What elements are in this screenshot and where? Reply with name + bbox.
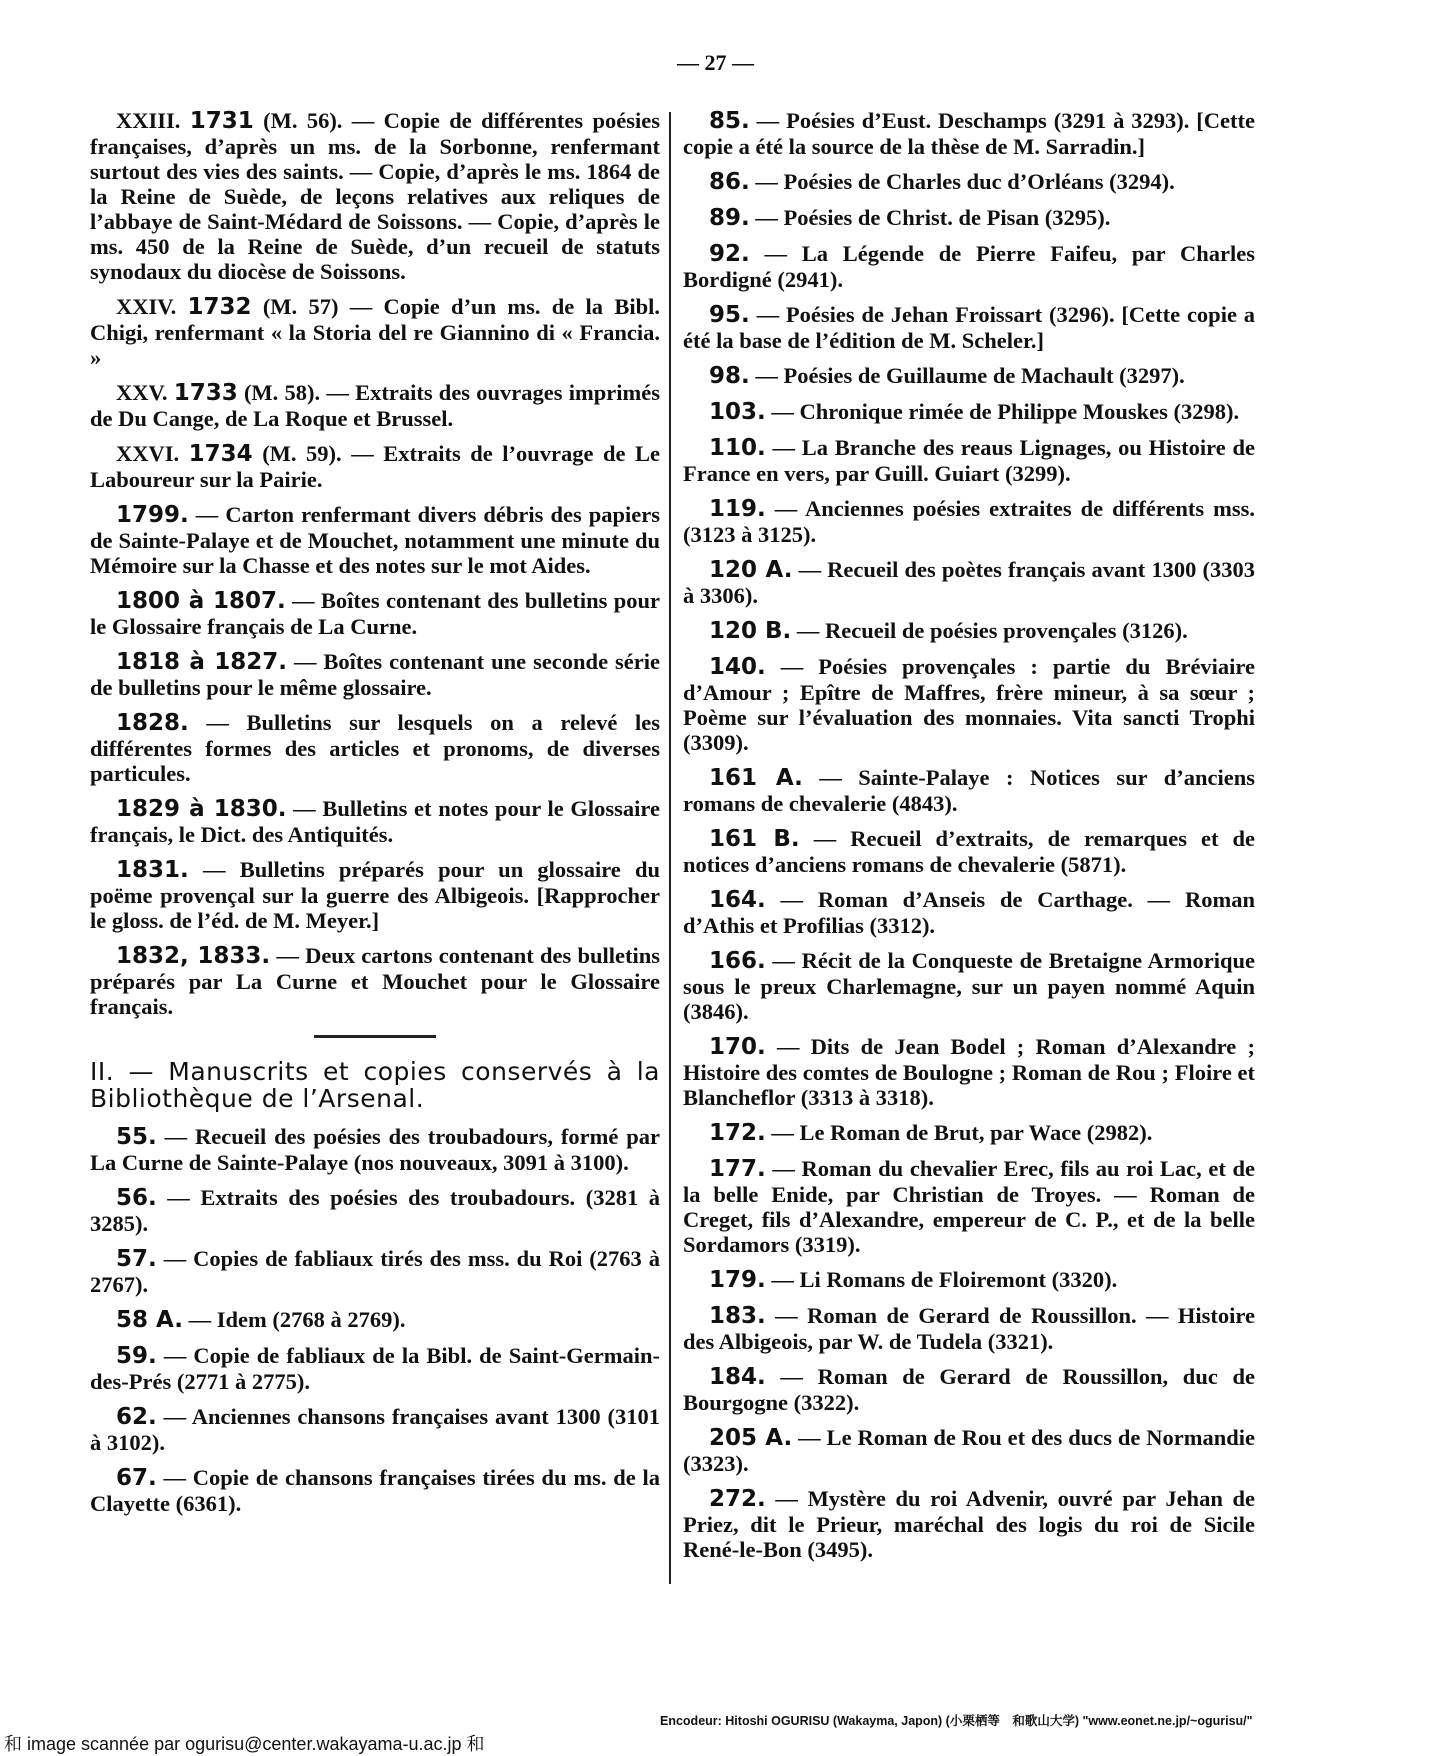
entry-prefix: XXVI. bbox=[116, 441, 189, 466]
entry-number: 92. bbox=[709, 241, 750, 267]
entry-text: — Poésies provençales : partie du Bréviaire d’Amour ; Epître de Maffres, frère mineur, à sa sœur ; Poème sur l’évaluation des monnaies. Vita sancti Trophi (3309). bbox=[683, 654, 1255, 755]
left-column bbox=[90, 108, 660, 1526]
entry-number: 1832, 1833. bbox=[116, 943, 271, 969]
entry-number: 161 A. bbox=[709, 765, 803, 791]
catalog-entry bbox=[683, 765, 1255, 816]
entry-text: — Deux cartons contenant des bulletins préparés par La Curne et Mouchet pour le Glossaire français. bbox=[90, 943, 660, 1019]
catalog-entry bbox=[683, 1267, 1255, 1293]
entry-number: 161 B. bbox=[709, 826, 800, 852]
entry-text: (M. 56). — Copie de différentes poésies françaises, d’après un ms. de la Sorbonne, renfermant surtout des vies des saints. — Copie, d’après le ms. 1864 de la Reine de Suède, de leçons relatives aux reliques de l’abbaye de Saint-Médard de Soissons. — Copie, d’après le ms. 450 de la Reine de Suède, d’un recueil de statuts synodaux du diocèse de Soissons. bbox=[90, 108, 660, 284]
entry-number: 1818 à 1827. bbox=[116, 649, 287, 675]
entry-number: 1800 à 1807. bbox=[116, 588, 286, 614]
catalog-entry bbox=[683, 557, 1255, 608]
entry-text: — Récit de la Conqueste de Bretaigne Armorique sous le preux Charlemagne, sur un payen nommé Aquin (3846). bbox=[683, 948, 1255, 1024]
entry-text: — Recueil des poètes français avant 1300 (3303 à 3306). bbox=[683, 557, 1256, 608]
entry-number: 120 B. bbox=[709, 618, 792, 644]
entry-text: — Recueil d’extraits, de remarques et de notices d’anciens romans de chevalerie (5871). bbox=[683, 826, 1255, 877]
catalog-entry bbox=[90, 1343, 660, 1394]
catalog-entry bbox=[683, 1425, 1255, 1476]
entry-text: — Copies de fabliaux tirés des mss. du Roi (2763 à 2767). bbox=[90, 1246, 660, 1297]
entry-number: 85. bbox=[709, 108, 750, 134]
catalog-entry bbox=[683, 169, 1255, 195]
entry-text: — Poésies de Christ. de Pisan (3295). bbox=[749, 205, 1111, 230]
entry-number: 1733 bbox=[173, 380, 238, 406]
catalog-entry bbox=[683, 948, 1255, 1024]
entry-text: — Poésies de Charles duc d’Orléans (3294). bbox=[749, 169, 1175, 194]
entry-number: 119. bbox=[709, 496, 766, 522]
catalog-entry bbox=[683, 205, 1255, 231]
catalog-entry bbox=[90, 1124, 660, 1175]
catalog-entry bbox=[90, 796, 660, 847]
catalog-entry bbox=[683, 241, 1255, 292]
catalog-entry bbox=[683, 826, 1255, 877]
entry-number: 1829 à 1830. bbox=[116, 796, 287, 822]
entry-number: 164. bbox=[709, 887, 766, 913]
entry-number: 55. bbox=[116, 1124, 157, 1150]
catalog-entry bbox=[683, 435, 1255, 486]
catalog-entry bbox=[90, 441, 660, 492]
entry-number: 95. bbox=[709, 302, 750, 328]
entry-number: 1828. bbox=[116, 710, 189, 736]
entry-number: 1734 bbox=[188, 441, 253, 467]
footer-scan-note: 和 image scannée par ogurisu@center.wakayama-u.ac.jp 和 bbox=[4, 1734, 485, 1754]
entry-number: 89. bbox=[709, 205, 750, 231]
entry-number: 1831. bbox=[116, 857, 189, 883]
entry-text: — Copie de fabliaux de la Bibl. de Saint-Germain-des-Prés (2771 à 2775). bbox=[90, 1343, 660, 1394]
catalog-entry bbox=[683, 1156, 1255, 1257]
catalog-entry bbox=[683, 1303, 1255, 1354]
entry-text: — Extraits des poésies des troubadours. (3281 à 3285). bbox=[90, 1185, 660, 1236]
entry-number: 86. bbox=[709, 169, 750, 195]
entry-number: 140. bbox=[709, 654, 766, 680]
entry-number: 272. bbox=[709, 1486, 766, 1512]
catalog-entry bbox=[90, 502, 660, 578]
entry-text: — Idem (2768 à 2769). bbox=[182, 1307, 406, 1332]
entry-number: 1732 bbox=[187, 294, 252, 320]
entry-text: — Copie de chansons françaises tirées du ms. de la Clayette (6361). bbox=[90, 1465, 660, 1516]
left-entries-list bbox=[90, 108, 660, 1019]
catalog-entry bbox=[90, 1185, 660, 1236]
entry-text: — Dits de Jean Bodel ; Roman d’Alexandre ; Histoire des comtes de Boulogne ; Roman de Rou ; Floire et Blancheflor (3313 à 3318). bbox=[683, 1034, 1255, 1110]
catalog-entry bbox=[90, 1246, 660, 1297]
catalog-entry bbox=[683, 302, 1255, 353]
page-number: — 27 — bbox=[677, 50, 754, 75]
entry-text: — Roman de Gerard de Roussillon, duc de Bourgogne (3322). bbox=[683, 1364, 1255, 1415]
entry-number: 120 A. bbox=[709, 557, 793, 583]
entry-text: — Carton renfermant divers débris des papiers de Sainte-Palaye et de Mouchet, notamment une minute du Mémoire sur la Chasse et des notes sur le mot Aides. bbox=[90, 502, 660, 578]
catalog-entry bbox=[90, 1465, 660, 1516]
right-entries-list bbox=[683, 108, 1255, 1562]
entry-number: 1799. bbox=[116, 502, 189, 528]
entry-text: — Anciennes poésies extraites de différents mss. (3123 à 3125). bbox=[683, 496, 1255, 547]
catalog-entry bbox=[683, 1120, 1255, 1146]
catalog-entry bbox=[90, 710, 660, 786]
catalog-entry bbox=[683, 399, 1255, 425]
entry-number: 58 A. bbox=[116, 1307, 183, 1333]
entry-number: 170. bbox=[709, 1034, 766, 1060]
entry-text: — Boîtes contenant des bulletins pour le Glossaire français de La Curne. bbox=[90, 588, 660, 639]
entry-text: — Li Romans de Floiremont (3320). bbox=[765, 1267, 1118, 1292]
column-divider bbox=[669, 112, 671, 1584]
entry-number: 59. bbox=[116, 1343, 157, 1369]
entry-text: — Mystère du roi Advenir, ouvré par Jehan de Priez, dit le Prieur, maréchal des logis du roi de Sicile René-le-Bon (3495). bbox=[683, 1486, 1255, 1562]
entry-text: — Poésies d’Eust. Deschamps (3291 à 3293). [Cette copie a été la source de la thèse de M. Sarradin.] bbox=[683, 108, 1255, 159]
entry-text: — Poésies de Jehan Froissart (3296). [Cette copie a été la base de l’édition de M. Scheler.] bbox=[683, 302, 1255, 353]
entry-text: — Le Roman de Rou et des ducs de Normandie (3323). bbox=[683, 1425, 1256, 1476]
entry-text: — La Légende de Pierre Faifeu, par Charles Bordigné (2941). bbox=[683, 241, 1255, 292]
footer-credit: Encodeur: Hitoshi OGURISU (Wakayma, Japon) (小栗栖等 和歌山大学) "www.eonet.ne.jp/~ogurisu/" bbox=[660, 1714, 1253, 1728]
catalog-entry bbox=[90, 108, 660, 284]
catalog-entry bbox=[683, 618, 1255, 644]
catalog-entry bbox=[90, 588, 660, 639]
entry-text: — Roman du chevalier Erec, fils au roi Lac, et de la belle Enide, par Christian de Troyes. — Roman de Creget, fils d’Alexandre, empereur de C. P., et de la belle Sordamors (3319). bbox=[683, 1156, 1255, 1257]
entry-prefix: XXIII. bbox=[116, 108, 190, 133]
catalog-entry bbox=[683, 1034, 1255, 1110]
entry-number: 98. bbox=[709, 363, 750, 389]
section-rule bbox=[314, 1035, 436, 1038]
entry-number: 67. bbox=[116, 1465, 157, 1491]
entry-text: — Roman de Gerard de Roussillon. — Histoire des Albigeois, par W. de Tudela (3321). bbox=[683, 1303, 1255, 1354]
catalog-entry bbox=[90, 857, 660, 933]
catalog-entry bbox=[683, 108, 1255, 159]
entry-text: — Chronique rimée de Philippe Mouskes (3298). bbox=[765, 399, 1240, 424]
section-entries-list bbox=[90, 1124, 660, 1516]
entry-number: 183. bbox=[709, 1303, 766, 1329]
catalog-entry bbox=[90, 943, 660, 1019]
entry-prefix: XXV. bbox=[116, 380, 174, 405]
entry-number: 177. bbox=[709, 1156, 766, 1182]
catalog-entry bbox=[90, 1307, 660, 1333]
section-heading: II. — Manuscrits et copies conservés à la Bibliothèque de l’Arsenal. bbox=[90, 1057, 660, 1113]
entry-text: (M. 59). — Extraits de l’ouvrage de Le Laboureur sur la Pairie. bbox=[90, 441, 660, 492]
entry-number: 184. bbox=[709, 1364, 766, 1390]
entry-text: — Sainte-Palaye : Notices sur d’anciens romans de chevalerie (4843). bbox=[683, 765, 1256, 816]
catalog-entry bbox=[683, 654, 1255, 755]
catalog-entry bbox=[683, 1486, 1255, 1562]
entry-text: — Boîtes contenant une seconde série de bulletins pour le même glossaire. bbox=[90, 649, 660, 700]
catalog-entry bbox=[683, 887, 1255, 938]
catalog-entry bbox=[90, 649, 660, 700]
catalog-entry bbox=[683, 363, 1255, 389]
entry-number: 56. bbox=[116, 1185, 157, 1211]
entry-number: 110. bbox=[709, 435, 766, 461]
entry-prefix: XXIV. bbox=[116, 294, 188, 319]
entry-text: — Bulletins et notes pour le Glossaire français, le Dict. des Antiquités. bbox=[90, 796, 660, 847]
catalog-entry bbox=[90, 294, 660, 370]
catalog-entry bbox=[683, 496, 1255, 547]
entry-number: 103. bbox=[709, 399, 766, 425]
entry-text: — La Branche des reaus Lignages, ou Histoire de France en vers, par Guill. Guiart (3299). bbox=[683, 435, 1255, 486]
right-column bbox=[683, 108, 1255, 1572]
catalog-entry bbox=[90, 1404, 660, 1455]
entry-number: 179. bbox=[709, 1267, 766, 1293]
entry-text: — Recueil des poésies des troubadours, formé par La Curne de Sainte-Palaye (nos nouveaux, 3091 à 3100). bbox=[90, 1124, 660, 1175]
entry-text: — Bulletins préparés pour un glossaire du poëme provençal sur la guerre des Albigeois. [Rapprocher le gloss. de l’éd. de M. Meyer.] bbox=[90, 857, 660, 933]
entry-text: — Roman d’Anseis de Carthage. — Roman d’Athis et Profilias (3312). bbox=[683, 887, 1255, 938]
entry-text: (M. 57) — Copie d’un ms. de la Bibl. Chigi, renfermant « la Storia del re Giannino di « Francia. » bbox=[90, 294, 660, 370]
entry-number: 57. bbox=[116, 1246, 157, 1272]
entry-text: — Le Roman de Brut, par Wace (2982). bbox=[765, 1120, 1153, 1145]
entry-text: — Bulletins sur lesquels on a relevé les différentes formes des articles et pronoms, de diverses particules. bbox=[90, 710, 660, 786]
entry-number: 205 A. bbox=[709, 1425, 793, 1451]
catalog-entry bbox=[683, 1364, 1255, 1415]
entry-text: (M. 58). — Extraits des ouvrages imprimés de Du Cange, de La Roque et Brussel. bbox=[90, 380, 660, 431]
entry-number: 62. bbox=[116, 1404, 157, 1430]
catalog-entry bbox=[90, 380, 660, 431]
entry-number: 166. bbox=[709, 948, 766, 974]
entry-text: — Anciennes chansons françaises avant 1300 (3101 à 3102). bbox=[90, 1404, 660, 1455]
entry-text: — Recueil de poésies provençales (3126). bbox=[791, 618, 1188, 643]
entry-number: 1731 bbox=[189, 108, 254, 134]
entry-text: — Poésies de Guillaume de Machault (3297). bbox=[749, 363, 1185, 388]
entry-number: 172. bbox=[709, 1120, 766, 1146]
